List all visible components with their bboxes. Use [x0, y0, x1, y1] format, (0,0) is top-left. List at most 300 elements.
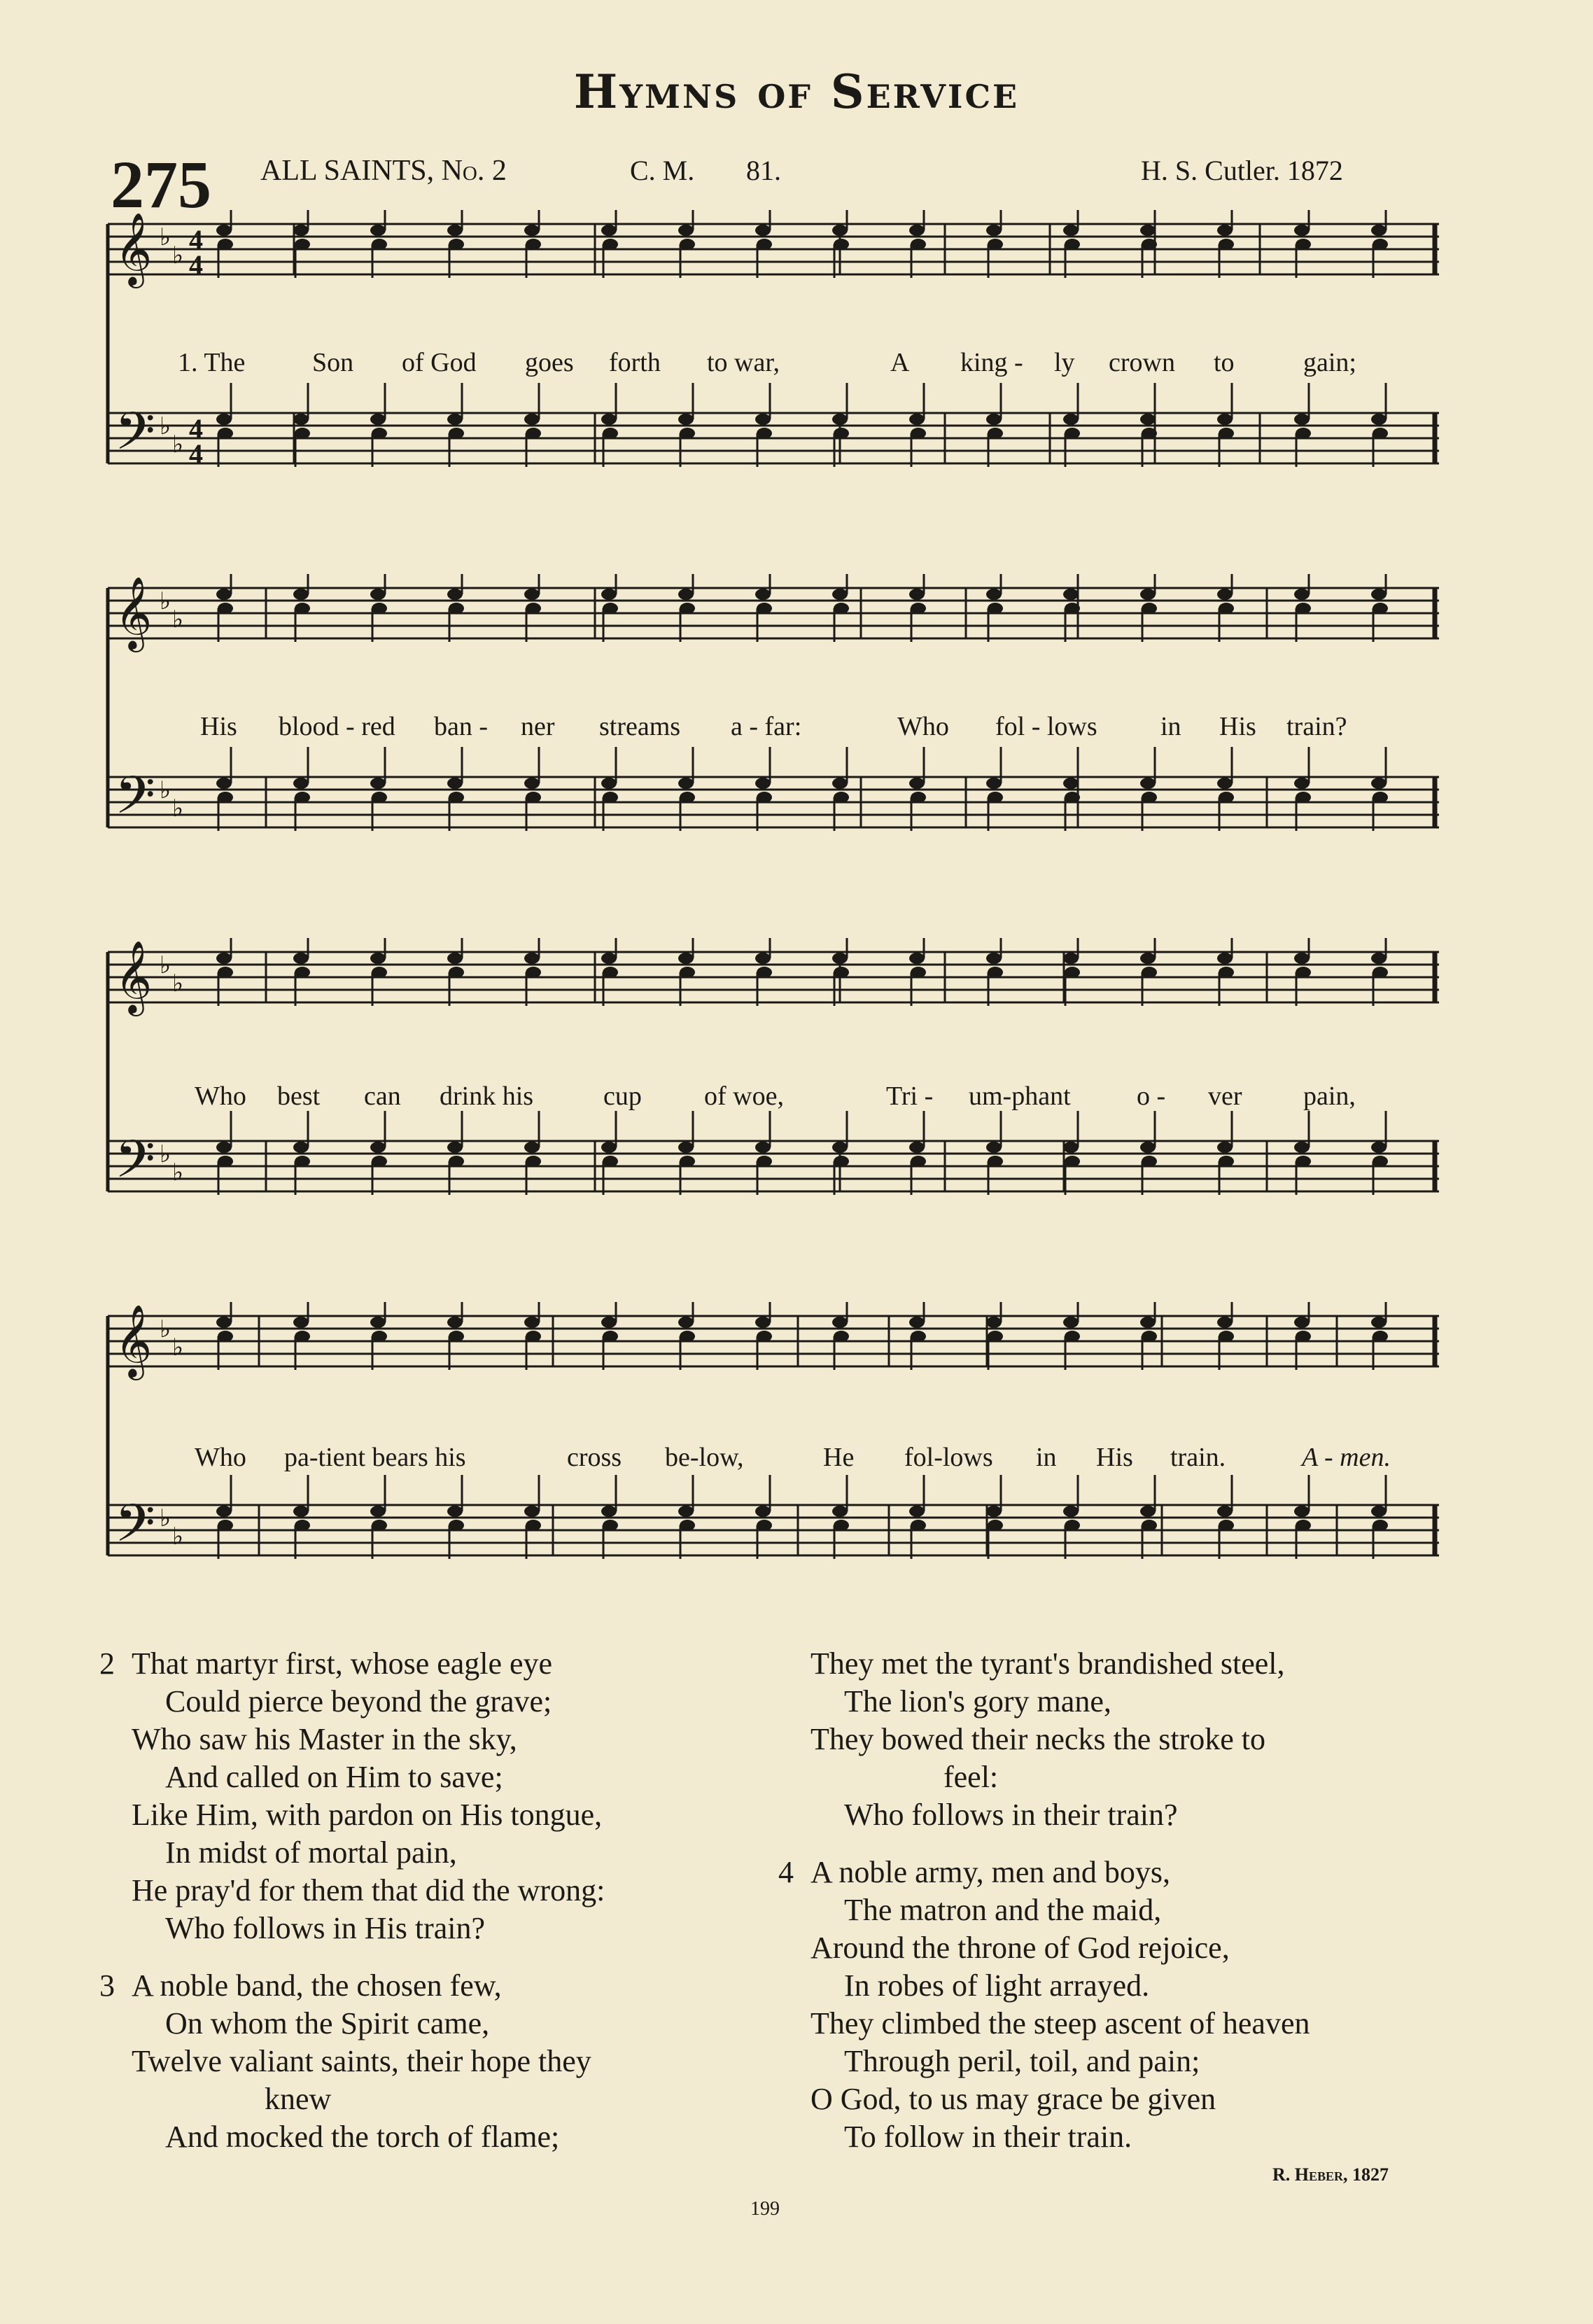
music-system-4	[105, 1302, 1442, 1624]
note-head	[988, 428, 1003, 439]
note-head	[1219, 1156, 1234, 1167]
note-head	[909, 778, 925, 789]
flat-sign: ♭	[172, 1334, 184, 1362]
verse-line: On whom the Spirit came,	[165, 2006, 490, 2040]
verse-line: And mocked the torch of flame;	[165, 2120, 560, 2154]
lyric-syllable: blood - red	[279, 712, 395, 741]
note-head	[680, 1331, 695, 1342]
note-head	[293, 225, 309, 236]
note-head	[218, 967, 233, 978]
note-head	[988, 603, 1003, 614]
note-head	[678, 953, 694, 964]
note-head	[447, 1317, 463, 1328]
flat-sign: ♭	[172, 606, 184, 634]
note-head	[832, 414, 848, 425]
note-head	[1371, 1317, 1387, 1328]
note-head	[757, 967, 772, 978]
note-head	[1296, 239, 1311, 250]
lyric-syllable: um-phant	[969, 1082, 1071, 1111]
note-head	[526, 1156, 541, 1167]
note-head	[911, 1156, 926, 1167]
note-head	[216, 953, 232, 964]
note-head	[986, 414, 1002, 425]
lyric-syllable: cup	[603, 1082, 642, 1111]
note-head	[218, 428, 233, 439]
verse-line: A noble army, men and boys,	[810, 1855, 1171, 1889]
verse-line: The lion's gory mane,	[844, 1684, 1111, 1718]
note-head	[1296, 428, 1311, 439]
note-head	[372, 603, 387, 614]
note-head	[911, 967, 926, 978]
note-head	[1140, 1317, 1156, 1328]
note-head	[680, 1156, 695, 1167]
note-head	[834, 1156, 849, 1167]
flat-sign: ♭	[160, 776, 171, 804]
note-head	[526, 967, 541, 978]
note-head	[293, 778, 309, 789]
note-head	[449, 967, 464, 978]
note-head	[372, 1520, 387, 1531]
lyric-syllable: He	[823, 1443, 855, 1472]
note-head	[1065, 1156, 1080, 1167]
note-head	[911, 792, 926, 803]
note-head	[216, 778, 232, 789]
note-head	[1296, 967, 1311, 978]
note-head	[986, 589, 1002, 600]
note-head	[216, 1142, 232, 1153]
note-head	[372, 1331, 387, 1342]
note-head	[1140, 1506, 1156, 1517]
bass-clef: 𝄢	[115, 401, 155, 475]
time-signature-bottom: 4	[189, 438, 203, 470]
note-head	[1371, 414, 1387, 425]
note-head	[755, 1317, 771, 1328]
note-head	[678, 1506, 694, 1517]
lyric-syllable: Who	[195, 1082, 246, 1111]
note-head	[1219, 967, 1234, 978]
note-head	[1065, 967, 1080, 978]
lyric-syllable: His	[1096, 1443, 1133, 1472]
note-head	[1373, 428, 1388, 439]
flat-sign: ♭	[172, 1158, 184, 1186]
note-head	[834, 1520, 849, 1531]
note-head	[218, 1156, 233, 1167]
time-signature-top: 4	[189, 224, 203, 255]
note-head	[757, 239, 772, 250]
note-head	[1142, 1520, 1157, 1531]
lyric-syllable: His	[1219, 712, 1256, 741]
note-head	[832, 1317, 848, 1328]
note-head	[370, 778, 386, 789]
note-head	[834, 239, 849, 250]
verse-line: And called on Him to save;	[165, 1760, 503, 1794]
note-head	[832, 1506, 848, 1517]
note-head	[1294, 225, 1310, 236]
note-head	[1294, 778, 1310, 789]
note-head	[295, 967, 310, 978]
verse-line: Who follows in their train?	[844, 1798, 1178, 1832]
flat-sign: ♭	[160, 951, 171, 979]
note-head	[1219, 1520, 1234, 1531]
lyric-syllable: gain;	[1303, 348, 1356, 377]
note-head	[757, 792, 772, 803]
verse-line: knew	[265, 2082, 332, 2116]
bass-clef: 𝄢	[115, 1493, 155, 1567]
note-head	[911, 603, 926, 614]
note-head	[988, 792, 1003, 803]
lyric-line-2	[105, 711, 1442, 753]
note-head	[986, 1317, 1002, 1328]
note-head	[372, 1156, 387, 1167]
note-head	[1140, 589, 1156, 600]
note-head	[1140, 778, 1156, 789]
flat-sign: ♭	[160, 223, 171, 251]
note-head	[832, 778, 848, 789]
note-head	[293, 1142, 309, 1153]
note-head	[1217, 1506, 1233, 1517]
note-head	[1065, 428, 1080, 439]
note-head	[216, 589, 232, 600]
verse-line: O God, to us may grace be given	[810, 2082, 1216, 2116]
note-head	[526, 603, 541, 614]
verses-right-column	[778, 1645, 1310, 2176]
note-head	[1373, 967, 1388, 978]
section-title: Hymns of Service	[573, 64, 1020, 119]
verse-line: Like Him, with pardon on His tongue,	[132, 1798, 603, 1832]
note-head	[293, 1506, 309, 1517]
note-head	[601, 1317, 617, 1328]
verse-line: Could pierce beyond the grave;	[165, 1684, 552, 1718]
composer: H. S. Cutler. 1872	[1141, 155, 1343, 186]
music-system-2	[105, 574, 1442, 896]
note-head	[1140, 953, 1156, 964]
note-head	[1296, 792, 1311, 803]
note-head	[603, 239, 618, 250]
note-head	[1063, 1142, 1079, 1153]
note-head	[832, 1142, 848, 1153]
note-head	[1294, 1142, 1310, 1153]
note-head	[755, 1142, 771, 1153]
music-system-1	[105, 210, 1442, 532]
note-head	[1063, 414, 1079, 425]
note-head	[1373, 1156, 1388, 1167]
lyric-syllable: forth	[609, 348, 661, 377]
note-head	[1063, 589, 1079, 600]
note-head	[832, 225, 848, 236]
note-head	[1373, 1331, 1388, 1342]
note-head	[680, 1520, 695, 1531]
verse-4	[778, 1854, 1310, 2156]
note-head	[603, 1520, 618, 1531]
lyric-line-4	[105, 1442, 1442, 1484]
flat-sign: ♭	[160, 1140, 171, 1168]
note-head	[909, 953, 925, 964]
note-head	[601, 1142, 617, 1153]
note-head	[601, 953, 617, 964]
verse-line: A noble band, the chosen few,	[132, 1968, 502, 2003]
lyric-line-1	[105, 347, 1442, 389]
note-head	[449, 1331, 464, 1342]
note-head	[218, 603, 233, 614]
note-head	[988, 239, 1003, 250]
note-head	[601, 778, 617, 789]
flat-sign: ♭	[160, 1315, 171, 1343]
note-head	[1296, 603, 1311, 614]
note-head	[834, 1331, 849, 1342]
time-signature-bottom: 4	[189, 249, 203, 281]
lyric-syllable: fol-lows	[904, 1443, 993, 1472]
note-head	[757, 1331, 772, 1342]
lyric-syllable: in	[1036, 1443, 1057, 1472]
note-head	[1294, 414, 1310, 425]
note-head	[218, 1331, 233, 1342]
verse-2	[99, 1645, 605, 1947]
lyric-syllable: ner	[521, 712, 555, 741]
note-head	[1142, 1331, 1157, 1342]
note-head	[295, 428, 310, 439]
note-head	[1294, 1317, 1310, 1328]
note-head	[372, 792, 387, 803]
flat-sign: ♭	[172, 794, 184, 822]
note-head	[524, 1142, 540, 1153]
verse-3-continued	[810, 1645, 1310, 1834]
note-head	[370, 225, 386, 236]
note-head	[680, 239, 695, 250]
verse-line: In robes of light arrayed.	[844, 1968, 1150, 2003]
note-head	[370, 953, 386, 964]
note-head	[370, 1142, 386, 1153]
note-head	[293, 1317, 309, 1328]
note-head	[449, 428, 464, 439]
note-head	[755, 589, 771, 600]
lyric-syllable: be-low,	[665, 1443, 744, 1472]
note-head	[911, 428, 926, 439]
verse-number: 4	[778, 1855, 794, 1889]
note-head	[1371, 778, 1387, 789]
note-head	[1373, 1520, 1388, 1531]
note-head	[447, 225, 463, 236]
note-head	[449, 792, 464, 803]
lyric-syllable: best	[277, 1082, 321, 1111]
verse-line: He pray'd for them that did the wrong:	[132, 1873, 605, 1907]
note-head	[603, 428, 618, 439]
lyric-syllable: to war,	[707, 348, 780, 377]
lyric-syllable: ban -	[434, 712, 489, 741]
verse-number: 2	[99, 1646, 115, 1681]
note-head	[603, 603, 618, 614]
lyric-syllable: Tri -	[886, 1082, 934, 1111]
note-head	[678, 414, 694, 425]
note-head	[1063, 225, 1079, 236]
note-head	[1142, 967, 1157, 978]
note-head	[524, 1317, 540, 1328]
note-head	[1294, 1506, 1310, 1517]
note-head	[370, 1317, 386, 1328]
note-head	[1217, 778, 1233, 789]
lyric-syllable: streams	[599, 712, 681, 741]
lyric-syllable: ly	[1054, 348, 1075, 377]
note-head	[372, 967, 387, 978]
note-head	[909, 225, 925, 236]
verse-line: Who follows in His train?	[165, 1911, 486, 1945]
note-head	[1219, 603, 1234, 614]
lyric-syllable: of woe,	[704, 1082, 784, 1111]
verse-line: Twelve valiant saints, their hope they	[132, 2044, 591, 2078]
note-head	[295, 1331, 310, 1342]
lyric-syllable: 1. The	[178, 348, 246, 377]
note-head	[601, 1506, 617, 1517]
note-head	[1373, 603, 1388, 614]
lyric-syllable: His	[200, 712, 237, 741]
lyric-syllable: Who	[897, 712, 949, 741]
treble-clef: 𝄞	[115, 212, 153, 286]
verse-line: The matron and the maid,	[844, 1893, 1162, 1927]
note-head	[216, 1506, 232, 1517]
note-head	[218, 1520, 233, 1531]
lyric-syllable: to	[1214, 348, 1235, 377]
flat-sign: ♭	[160, 1504, 171, 1532]
note-head	[911, 1520, 926, 1531]
flat-sign: ♭	[160, 412, 171, 440]
lyric-syllable: pa-tient bears his	[284, 1443, 466, 1472]
note-head	[755, 414, 771, 425]
note-head	[1217, 225, 1233, 236]
note-head	[1063, 778, 1079, 789]
note-head	[601, 414, 617, 425]
note-head	[295, 239, 310, 250]
note-head	[757, 1520, 772, 1531]
note-head	[372, 239, 387, 250]
lyric-syllable: Who	[195, 1443, 246, 1472]
note-head	[1371, 225, 1387, 236]
note-head	[524, 778, 540, 789]
note-head	[524, 1506, 540, 1517]
lyric-syllable: king -	[960, 348, 1023, 377]
verse-line: They climbed the steep ascent of heaven	[810, 2006, 1310, 2040]
verse-line: Around the throne of God rejoice,	[810, 1931, 1230, 1965]
note-head	[1296, 1331, 1311, 1342]
note-head	[449, 239, 464, 250]
note-head	[834, 792, 849, 803]
verse-line: That martyr first, whose eagle eye	[132, 1646, 553, 1681]
note-head	[601, 225, 617, 236]
note-head	[988, 967, 1003, 978]
note-head	[755, 1506, 771, 1517]
note-head	[526, 239, 541, 250]
note-head	[1142, 239, 1157, 250]
note-head	[834, 428, 849, 439]
verses-left-column	[99, 1645, 605, 2176]
author-attribution: R. Heber, 1827	[1272, 2164, 1389, 2185]
note-head	[601, 589, 617, 600]
note-head	[1371, 1142, 1387, 1153]
note-head	[757, 603, 772, 614]
note-head	[293, 953, 309, 964]
meter: C. M.	[630, 155, 695, 186]
note-head	[372, 428, 387, 439]
flat-sign: ♭	[172, 241, 184, 270]
note-head	[295, 1520, 310, 1531]
note-head	[1065, 239, 1080, 250]
lyric-syllable: can	[364, 1082, 401, 1111]
note-head	[447, 1506, 463, 1517]
note-head	[1373, 239, 1388, 250]
verse-line: Who saw his Master in the sky,	[132, 1722, 517, 1756]
note-head	[1371, 1506, 1387, 1517]
note-head	[216, 1317, 232, 1328]
lyric-syllable: o -	[1137, 1082, 1166, 1111]
note-head	[370, 1506, 386, 1517]
note-head	[909, 1317, 925, 1328]
note-head	[1294, 953, 1310, 964]
note-head	[678, 225, 694, 236]
tune-name: ALL SAINTS, No. 2	[260, 155, 507, 187]
note-head	[293, 589, 309, 600]
note-head	[1065, 792, 1080, 803]
note-head	[680, 428, 695, 439]
note-head	[680, 603, 695, 614]
note-head	[757, 1156, 772, 1167]
flat-sign: ♭	[172, 430, 184, 458]
treble-clef: 𝄞	[115, 1304, 153, 1378]
lyric-syllable: a - far:	[731, 712, 802, 741]
verse-line: To follow in their train.	[844, 2120, 1132, 2154]
lyric-syllable: of God	[402, 348, 477, 377]
note-head	[1065, 1331, 1080, 1342]
note-head	[1294, 589, 1310, 600]
lyric-syllable: in	[1160, 712, 1181, 741]
note-head	[216, 225, 232, 236]
note-head	[1219, 792, 1234, 803]
note-head	[986, 953, 1002, 964]
note-head	[986, 778, 1002, 789]
note-head	[755, 953, 771, 964]
note-head	[832, 589, 848, 600]
note-head	[1063, 1317, 1079, 1328]
note-head	[447, 1142, 463, 1153]
note-head	[680, 792, 695, 803]
note-head	[986, 1142, 1002, 1153]
note-head	[1140, 1142, 1156, 1153]
note-head	[216, 414, 232, 425]
note-head	[449, 1520, 464, 1531]
note-head	[755, 778, 771, 789]
note-head	[1142, 603, 1157, 614]
note-head	[678, 589, 694, 600]
bass-clef: 𝄢	[115, 765, 155, 839]
lyric-line-3	[105, 1081, 1442, 1123]
note-head	[1140, 225, 1156, 236]
note-head	[680, 967, 695, 978]
note-head	[1217, 953, 1233, 964]
note-head	[1296, 1156, 1311, 1167]
note-head	[447, 953, 463, 964]
note-head	[524, 953, 540, 964]
verse-3	[99, 1967, 605, 2156]
time-signature-top: 4	[189, 413, 203, 444]
lyric-syllable: A - men.	[1302, 1443, 1391, 1472]
treble-clef: 𝄞	[115, 576, 153, 650]
verse-line: In midst of mortal pain,	[165, 1835, 457, 1870]
lyric-syllable: train.	[1170, 1443, 1226, 1472]
note-head	[988, 1331, 1003, 1342]
note-head	[1063, 953, 1079, 964]
note-head	[293, 414, 309, 425]
note-head	[1140, 414, 1156, 425]
note-head	[1217, 589, 1233, 600]
note-head	[911, 239, 926, 250]
verse-line: feel:	[943, 1760, 999, 1794]
